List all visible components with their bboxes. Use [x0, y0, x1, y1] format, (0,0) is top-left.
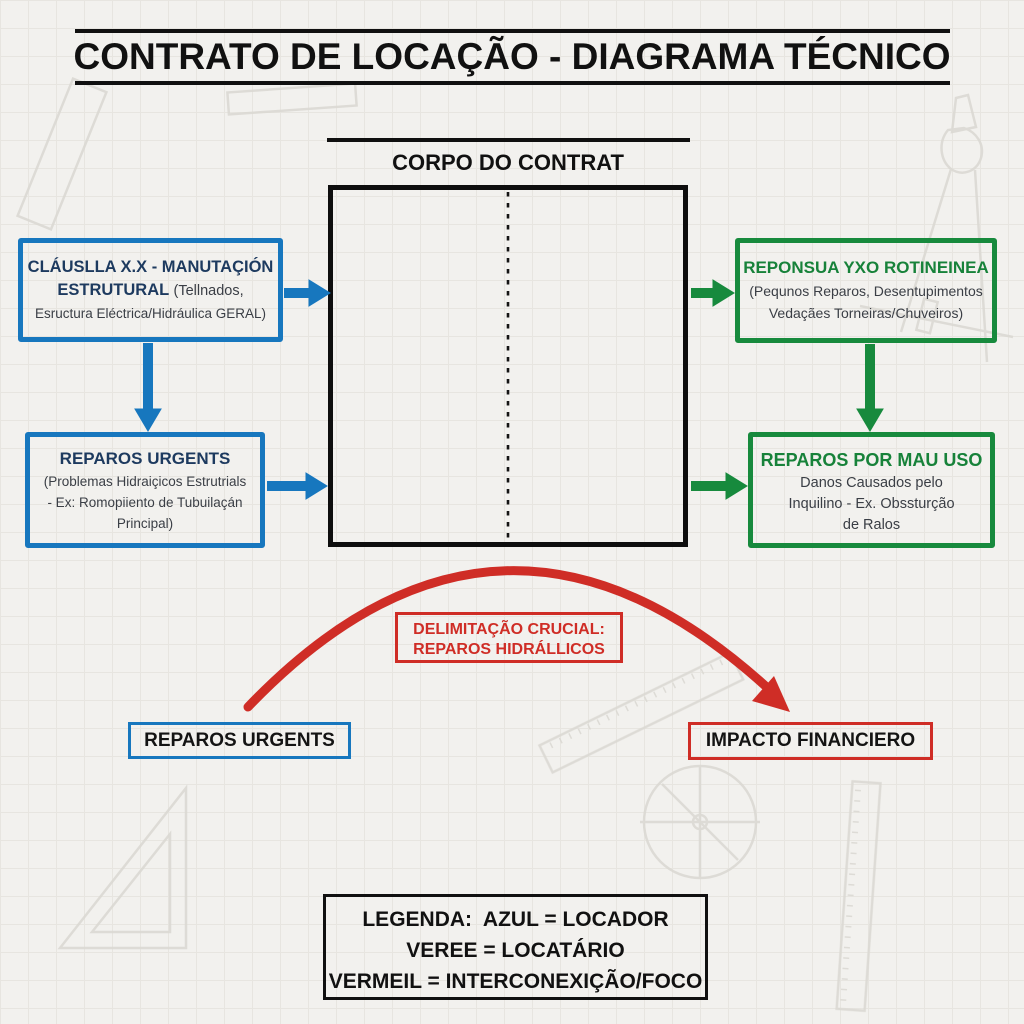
arrow-green-contract-to-misuse-head	[726, 473, 747, 499]
clause-maintenance-title-bold: ESTRUTURAL	[57, 281, 169, 299]
title-rule-bottom	[75, 81, 950, 85]
misuse-repairs-line1: Danos Causados pelo	[800, 475, 943, 491]
title-rule-top	[75, 29, 950, 33]
misuse-repairs-box	[748, 432, 995, 548]
crucial-delimitation-line2: REPAROS HIDRÁLLICOS	[413, 641, 605, 658]
legend-line-locatario: VEREE = LOCATÁRIO	[406, 939, 625, 962]
misuse-repairs-title: REPAROS POR MAU USO	[760, 450, 983, 470]
arrow-green-routine-to-misuse-head	[857, 409, 883, 431]
routine-responsibility-line2: Vedaçães Torneiras/Chuveiros)	[768, 305, 964, 321]
protractor-sketch	[640, 766, 760, 878]
urgent-repairs-line2: - Ex: Romopiiento de Tubuilaçán	[47, 495, 243, 510]
routine-responsibility-line1: (Pequnos Reparos, Desentupimentos	[749, 283, 983, 299]
contract-body-box	[328, 185, 688, 547]
flow-label-urgent-repairs: REPAROS URGENTS	[128, 722, 351, 759]
crucial-delimitation-line1: DELIMITAÇÃO CRUCIAL:	[413, 621, 605, 638]
clause-maintenance-title-line2	[23, 279, 278, 303]
contract-body-rule	[327, 138, 690, 142]
clause-maintenance-box	[18, 238, 283, 342]
legend-box	[323, 894, 708, 1000]
clause-maintenance-title-line1: CLÁUSLLA X.X - MANUTAÇIÓN	[27, 258, 274, 276]
legend-line-interconnection: VERMEIL = INTERCONEXIÇÃO/FOCO	[328, 970, 703, 993]
urgent-repairs-line3: Principal)	[116, 516, 174, 531]
triangle-sketch	[60, 788, 186, 948]
ruler-sketch-right	[837, 781, 881, 1010]
misuse-repairs-line3: de Ralos	[842, 517, 901, 533]
ruler-sketch-top-left	[18, 79, 107, 230]
arrow-blue-repairs-to-contract-head	[306, 473, 327, 499]
ruler-sketch-top	[227, 84, 356, 115]
crucial-delimitation-note	[395, 612, 623, 663]
arrow-blue-clause-to-repairs-head	[135, 409, 161, 431]
arrow-blue-clause-to-contract-head	[309, 280, 330, 306]
misuse-repairs-line2: Inquilino - Ex. Obssturção	[788, 496, 955, 512]
clause-maintenance-line3: Esructura Eléctrica/Hidráulica GERAL)	[34, 306, 267, 321]
clause-maintenance-line2-rest: (Tellnados,	[173, 283, 244, 299]
urgent-repairs-title: REPAROS URGENTS	[59, 449, 231, 468]
contract-body-label: CORPO DO CONTRAT	[392, 150, 624, 175]
legend-line-locador: LEGENDA: AZUL = LOCADOR	[362, 908, 669, 931]
arrow-green-contract-to-routine-head	[713, 280, 734, 306]
flow-label-financial-impact: IMPACTO FINANCIERO	[688, 722, 933, 760]
page-title: CONTRATO DE LOCAÇÃO - DIAGRAMA TÉCNICO	[73, 36, 951, 77]
routine-responsibility-box	[735, 238, 997, 343]
red-arc-arrow-head	[752, 676, 790, 712]
routine-responsibility-title: REPONSUA YXO ROTINEINEA	[743, 258, 989, 277]
urgent-repairs-line1: (Problemas Hidraiçicos Estrutrials	[43, 474, 247, 489]
urgent-repairs-box	[25, 432, 265, 548]
